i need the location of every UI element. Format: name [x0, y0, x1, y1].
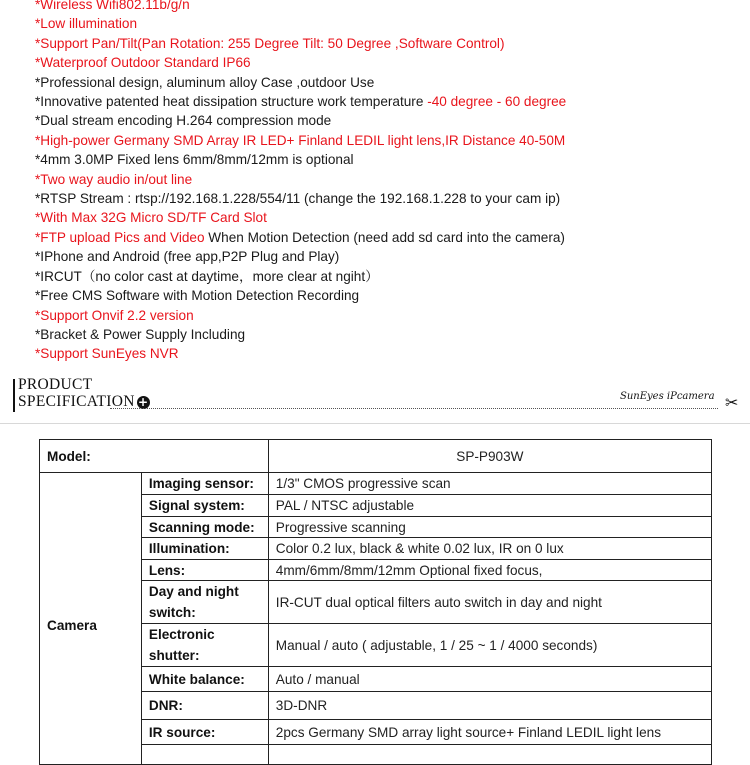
feature-item: [35, 53, 745, 72]
feature-item: [35, 208, 745, 227]
feature-text: *Free CMS Software with Motion Detection Recording: [35, 288, 360, 304]
feature-item: [35, 267, 745, 286]
feature-text: -40 degree - 60 degree: [427, 94, 567, 110]
spec-label: Signal system:: [141, 495, 268, 517]
feature-list: [35, 0, 745, 364]
spec-label: Day and night switch:: [141, 581, 268, 624]
feature-item: [35, 170, 745, 189]
feature-item: [35, 344, 745, 363]
title-line-specification: SPECIFICATION: [18, 392, 135, 410]
spec-value: PAL / NTSC adjustable: [268, 495, 711, 517]
feature-text: *IPhone and Android (free app,P2P Plug and Play): [35, 249, 340, 265]
feature-text: *Support SunEyes NVR: [35, 346, 179, 362]
spec-value: 1/3" CMOS progressive scan: [268, 473, 711, 495]
spec-table: [39, 439, 712, 765]
title-line-product: PRODUCT: [18, 376, 93, 393]
feature-item: [35, 228, 745, 247]
spec-value: Manual / auto ( adjustable, 1 / 25 ~ 1 / 4000 seconds): [268, 624, 711, 667]
feature-text: *Professional design, aluminum alloy Case ,outdoor Use: [35, 74, 375, 90]
header-bar: [13, 379, 15, 412]
feature-text: *Innovative patented heat dissipation structure work temperature: [35, 94, 428, 110]
feature-item: [35, 14, 745, 33]
feature-item: [35, 111, 745, 130]
spec-value: Auto / manual: [268, 667, 711, 692]
feature-text: *RTSP Stream : rtsp://192.168.1.228/554/11 (change the 192.168.1.228 to your cam ip): [35, 191, 561, 207]
feature-text: *High-power Germany SMD Array IR LED+ Finland LEDIL light lens,IR Distance 40-50M: [35, 132, 566, 148]
feature-text: *IRCUT（no color cast at daytime，more clear at ngiht）: [35, 268, 379, 284]
feature-text: *Bracket & Power Supply Including: [35, 326, 246, 342]
dotted-divider: [110, 408, 718, 409]
group-label-camera: Camera: [40, 473, 142, 765]
model-label: Model:: [40, 440, 269, 473]
spec-label: Imaging sensor:: [141, 473, 268, 495]
feature-item: [35, 286, 745, 305]
spec-label: [141, 745, 268, 765]
feature-text: *4mm 3.0MP Fixed lens 6mm/8mm/12mm is optional: [35, 152, 354, 168]
plus-circle-icon: +: [138, 394, 149, 409]
feature-text: *Low illumination: [35, 16, 138, 32]
spec-label: White balance:: [141, 667, 268, 692]
spec-value: 2pcs Germany SMD array light source+ Finland LEDIL light lens: [268, 720, 711, 745]
feature-item: [35, 0, 745, 14]
table-row-model: [40, 440, 712, 473]
section-separator: [0, 423, 750, 424]
spec-value: [268, 745, 711, 765]
spec-label: IR source:: [141, 720, 268, 745]
scissors-icon: ✂: [725, 393, 739, 412]
feature-item: [35, 306, 745, 325]
feature-item: [35, 150, 745, 169]
feature-item: [35, 131, 745, 150]
feature-text: *FTP upload Pics and Video: [35, 229, 205, 245]
feature-item: [35, 189, 745, 208]
spec-value: Progressive scanning: [268, 517, 711, 538]
spec-label: Illumination:: [141, 538, 268, 560]
spec-label: DNR:: [141, 692, 268, 720]
spec-label: Scanning mode:: [141, 517, 268, 538]
spec-label: Lens:: [141, 560, 268, 581]
model-value: SP-P903W: [268, 440, 711, 473]
spec-value: 4mm/6mm/8mm/12mm Optional fixed focus,: [268, 560, 711, 581]
section-title: [18, 377, 150, 410]
feature-item: [35, 325, 745, 344]
spec-section-header: [0, 372, 750, 422]
spec-label: Electronic shutter:: [141, 624, 268, 667]
feature-text: When Motion Detection (need add sd card into the camera): [204, 229, 565, 245]
spec-value: 3D-DNR: [268, 692, 711, 720]
feature-item: [35, 247, 745, 266]
feature-text: *Two way audio in/out line: [35, 171, 193, 187]
feature-item: [35, 34, 745, 53]
feature-text: *Dual stream encoding H.264 compression mode: [35, 113, 332, 129]
feature-item: [35, 73, 745, 92]
feature-text: *Support Onvif 2.2 version: [35, 307, 194, 323]
table-row: [40, 473, 712, 495]
feature-text: *With Max 32G Micro SD/TF Card Slot: [35, 210, 267, 226]
spec-value: Color 0.2 lux, black & white 0.02 lux, IR on 0 lux: [268, 538, 711, 560]
spec-value: IR-CUT dual optical filters auto switch in day and night: [268, 581, 711, 624]
feature-text: *Support Pan/Tilt(Pan Rotation: 255 Degree Tilt: 50 Degree ,Software Control): [35, 35, 505, 51]
feature-text: *Wireless Wifi802.11b/g/n: [35, 0, 190, 12]
brand-logo-text: SunEyes iPcamera: [620, 391, 715, 402]
feature-item: [35, 92, 745, 111]
feature-text: *Waterproof Outdoor Standard IP66: [35, 55, 251, 71]
